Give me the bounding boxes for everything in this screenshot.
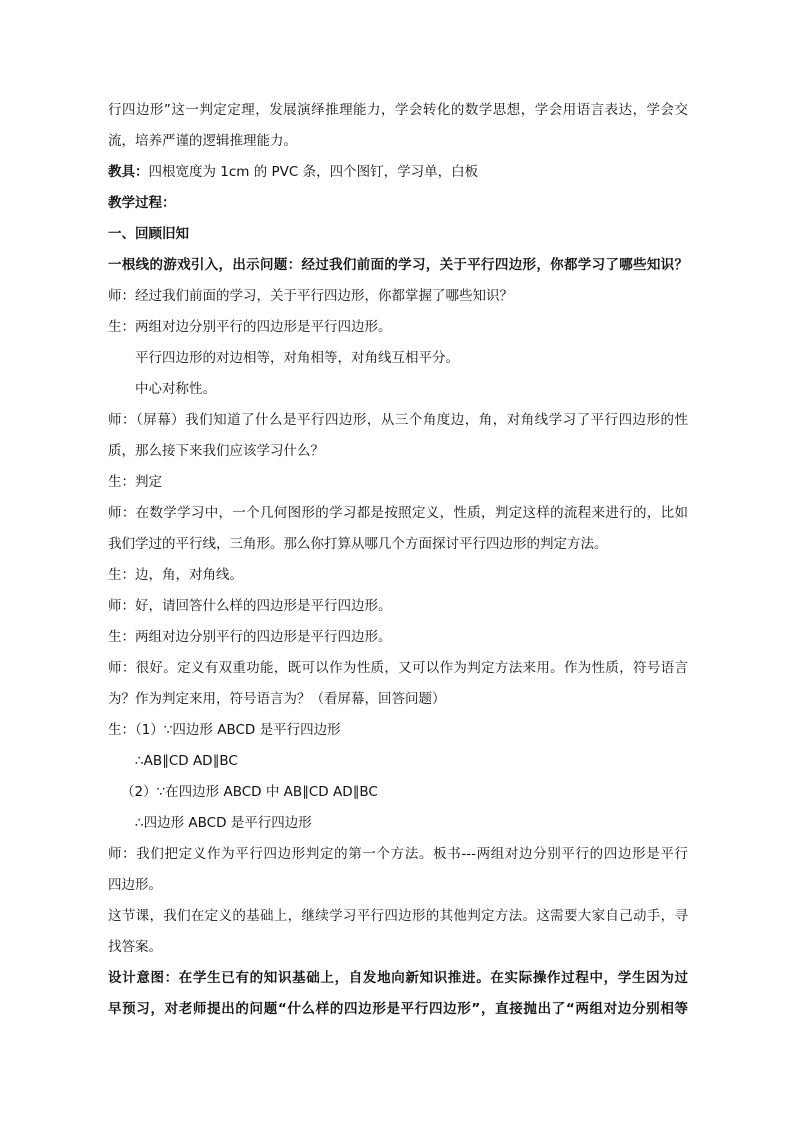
design-intent-line: 设计意图：在学生已有的知识基础上，自发地向新知识推进。在实际操作过程中，学生因为过 bbox=[108, 970, 688, 986]
section-heading: 教学过程： bbox=[108, 195, 176, 211]
text-line: 师：好，请回答什么样的四边形是平行四边形。 bbox=[108, 598, 392, 614]
text-line: 生：两组对边分别平行的四边形是平行四边形。 bbox=[108, 319, 392, 335]
text-line: （2）∵在四边形 ABCD 中 AB∥CD AD∥BC bbox=[121, 784, 378, 800]
text-line: 流，培养严谨的逻辑推理能力。 bbox=[108, 133, 297, 149]
text-line: 这节课，我们在定义的基础上，继续学习平行四边形的其他判定方法。这需要大家自己动手，寻 bbox=[108, 908, 688, 924]
text-line: 质，那么接下来我们应该学习什么？ bbox=[108, 443, 324, 459]
text-line: 师：在数学学习中，一个几何图形的学习都是按照定义，性质，判定这样的流程来进行的，比如 bbox=[108, 505, 688, 521]
text-line: 生：判定 bbox=[108, 474, 162, 490]
text-line: 师：经过我们前面的学习，关于平行四边形，你都掌握了哪些知识？ bbox=[108, 288, 513, 304]
text-line: ∴AB∥CD AD∥BC bbox=[135, 753, 238, 769]
teaching-aids-line bbox=[108, 157, 688, 188]
text-line: 平行四边形的对边相等，对角相等，对角线互相平分。 bbox=[135, 350, 459, 366]
design-intent-line: 早预习，对老师提出的问题“什么样的四边形是平行四边形”，直接抛出了“两组对边分别相等 bbox=[108, 1001, 688, 1017]
text-line: 生：边，角，对角线。 bbox=[108, 567, 243, 583]
text-line: 四边形。 bbox=[108, 877, 162, 893]
text-line: 生：两组对边分别平行的四边形是平行四边形。 bbox=[108, 629, 392, 645]
text-line: 师：（屏幕）我们知道了什么是平行四边形，从三个角度边，角，对角线学习了平行四边形的性 bbox=[108, 412, 688, 428]
teaching-aids-label: 教具： bbox=[108, 164, 149, 180]
text-line: 为？作为判定来用，符号语言为？（看屏幕，回答问题） bbox=[108, 691, 446, 707]
section-heading: 一、回顾旧知 bbox=[108, 226, 189, 242]
text-line: 行四边形”这一判定定理，发展演绎推理能力，学会转化的数学思想，学会用语言表达，学会交 bbox=[108, 102, 688, 118]
text-line: 生：（1）∵四边形 ABCD 是平行四边形 bbox=[108, 722, 341, 738]
text-line: ∴四边形 ABCD 是平行四边形 bbox=[135, 815, 312, 831]
document-page bbox=[108, 95, 688, 1025]
text-line: 找答案。 bbox=[108, 939, 162, 955]
text-line: 我们学过的平行线，三角形。那么你打算从哪几个方面探讨平行四边形的判定方法。 bbox=[108, 536, 608, 552]
text-line: 中心对称性。 bbox=[135, 381, 216, 397]
teaching-aids-text: 四根宽度为 1cm 的 PVC 条，四个图钉，学习单，白板 bbox=[148, 164, 479, 180]
question-line: 一根线的游戏引入，出示问题：经过我们前面的学习，关于平行四边形，你都学习了哪些知识？ bbox=[108, 257, 688, 273]
text-line: 师：很好。定义有双重功能，既可以作为性质，又可以作为判定方法来用。作为性质，符号语言 bbox=[108, 660, 688, 676]
text-line: 师：我们把定义作为平行四边形判定的第一个方法。板书---两组对边分别平行的四边形是平行 bbox=[108, 846, 688, 862]
